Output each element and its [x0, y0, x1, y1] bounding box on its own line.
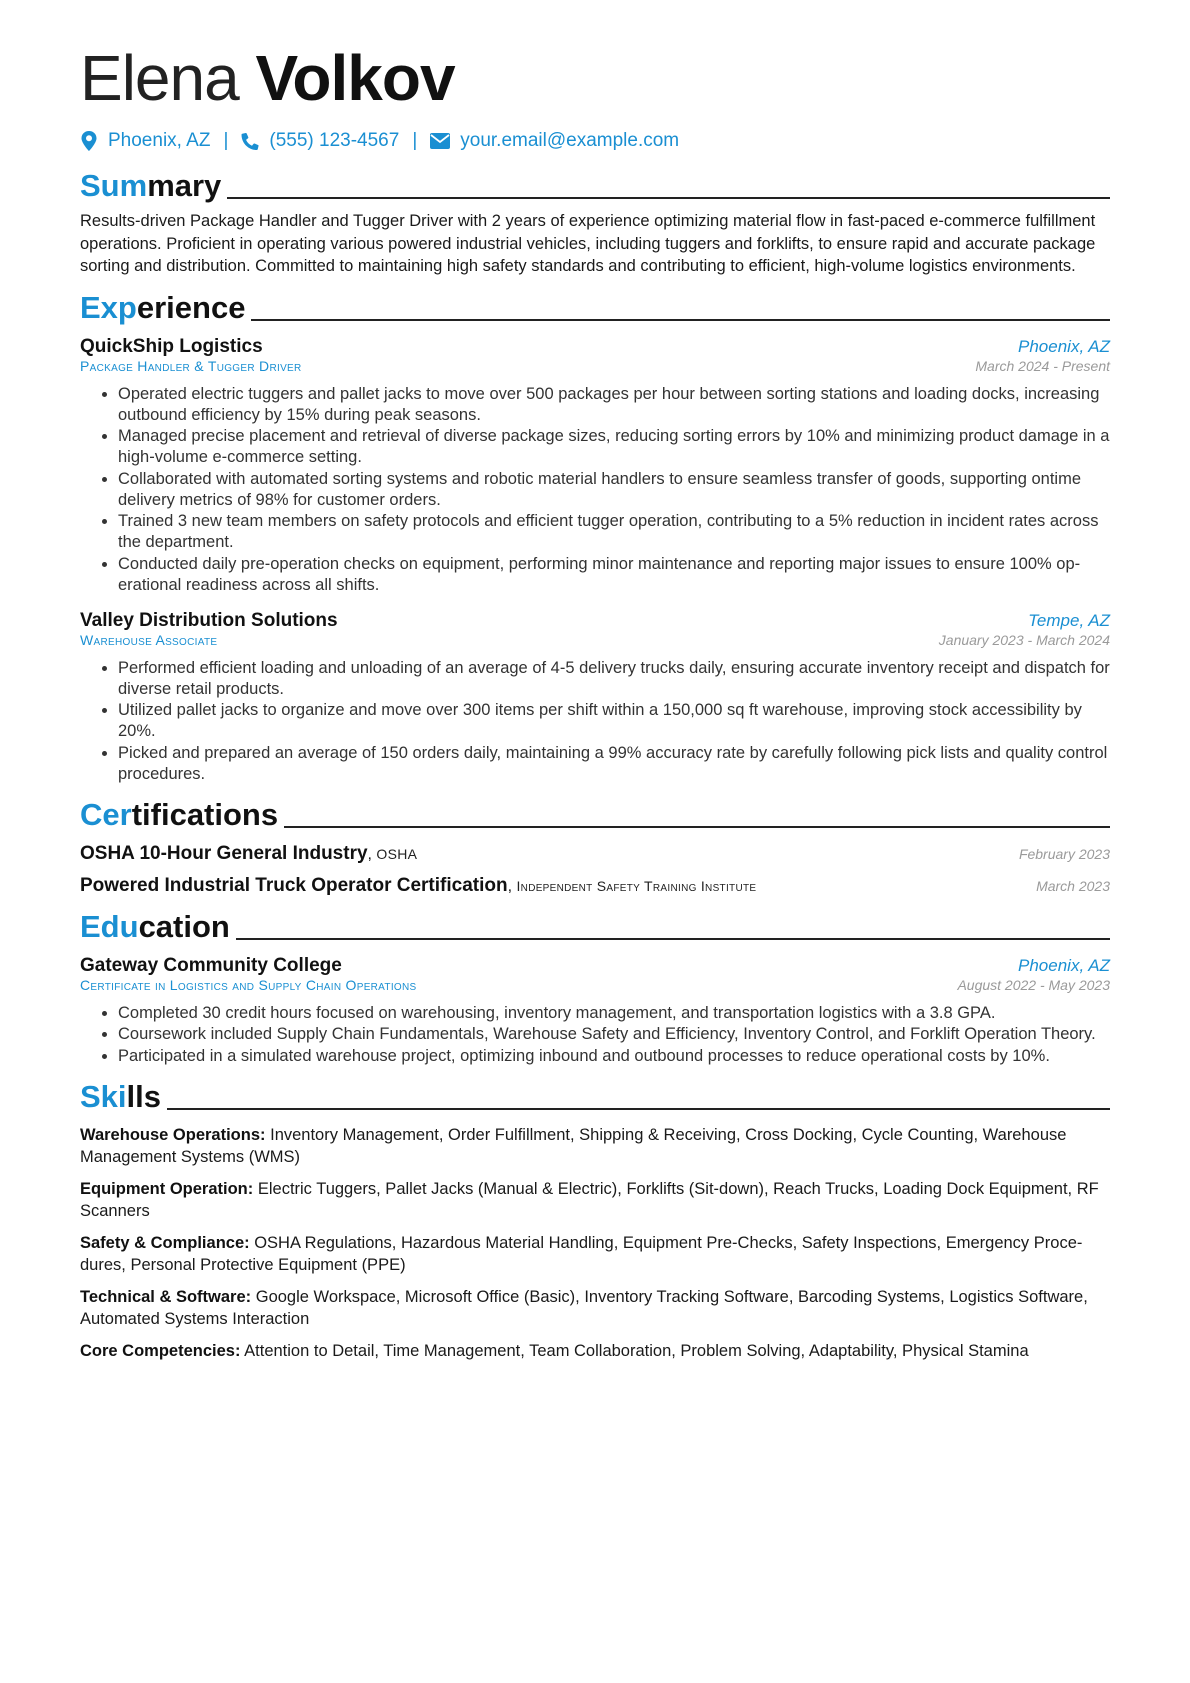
candidate-name [80, 0, 1110, 116]
certification-name: Powered Industrial Truck Operator Certification [80, 874, 508, 896]
section-title: Summary [80, 168, 222, 203]
email-text: your.email@example.com [460, 130, 680, 151]
education-bullets [80, 1003, 1110, 1067]
bullet-item: • Coursework included Supply Chain Fundamentals, Warehouse Safety and Efficiency, Inventory Control, and Forklift Operation Theory. [118, 1024, 1110, 1045]
section-rule [167, 1108, 1110, 1110]
bullet-item: • Operated electric tuggers and pallet jacks to move over 500 packages per hour between sorting stations and loading docks, increasing outbound efficiency by 15% during peak seasons. [118, 384, 1110, 426]
skills-heading [80, 1075, 1110, 1115]
phone-icon [241, 131, 259, 151]
skill-label: Equipment Operation: [80, 1179, 254, 1198]
education-entry [80, 955, 1110, 1067]
certifications-heading [80, 793, 1110, 833]
school-name: Gateway Community College [80, 954, 342, 976]
section-rule [236, 938, 1110, 940]
contact-separator: | [412, 130, 418, 151]
company-name: Valley Distribution Solutions [80, 609, 338, 631]
certification-issuer: Independent Safety Training Institute [516, 877, 757, 894]
section-title: Education [80, 908, 230, 944]
company-name: QuickShip Logistics [80, 335, 263, 357]
skill-label: Core Competencies: [80, 1341, 241, 1360]
certification-item: OSHA 10-Hour General Industry, OSHA February 2023 [80, 842, 1110, 864]
skill-list: Google Workspace, Microsoft Office (Basic), Inventory Tracking Software, Barcoding Systems, Logistics Software, Automated Systems Interaction [80, 1287, 1088, 1328]
skill-label: Warehouse Operations: [80, 1125, 266, 1144]
map-pin-icon [80, 131, 98, 151]
job-title: Warehouse Associate [80, 631, 218, 648]
skill-label: Technical & Software: [80, 1287, 252, 1306]
contact-separator: | [223, 130, 229, 151]
certification-date: March 2023 [1036, 877, 1110, 894]
job-entry [80, 336, 1110, 596]
skill-list: Inventory Management, Order Fulfillment, Shipping & Receiving, Cross Docking, Cycle Counting, Warehouse Management Systems (WMS) [80, 1125, 1067, 1166]
section-rule [284, 826, 1110, 828]
experience-heading [80, 286, 1110, 326]
skill-group [80, 1124, 1110, 1169]
bullet-item: • Conducted daily pre-operation checks on equipment, performing minor maintenance and reporting major issues to ensure 100% operational readiness across all shifts. [118, 554, 1110, 596]
bullet-item: • Trained 3 new team members on safety protocols and efficient tugger operation, contributing to a 5% reduction in incident rates across the department. [118, 511, 1110, 553]
job-entry [80, 610, 1110, 785]
bullet-item: • Completed 30 credit hours focused on warehousing, inventory management, and transportation logistics with a 3.8 GPA. [118, 1003, 1110, 1024]
section-rule [251, 319, 1110, 321]
last-name: Volkov [255, 42, 455, 114]
section-title: Experience [80, 289, 246, 325]
job-title: Package Handler & Tugger Driver [80, 357, 302, 374]
school-location: Phoenix, AZ [1018, 955, 1110, 975]
contact-location [80, 130, 210, 152]
certification-item: Powered Industrial Truck Operator Certification, Independent Safety Training Institute March 2023 [80, 874, 1110, 896]
contact-bar [80, 126, 1110, 156]
education-heading [80, 905, 1110, 945]
job-dates: March 2024 - Present [975, 357, 1110, 374]
bullet-item: • Participated in a simulated warehouse project, optimizing inbound and outbound processes to reduce operational costs by 10%. [118, 1046, 1110, 1067]
summary-text: Results-driven Package Handler and Tugger Driver with 2 years of experience optimizing material flow in fast-paced e-commerce fulfillment operations. Proficient in operating various powered industrial vehicles, including tuggers and forklifts, to ensure rapid and accurate package sorting and distribution. Committed to maintaining high safety standards and contributing to efficient, high-volume logistics environments. [80, 212, 1096, 275]
job-location: Tempe, AZ [1028, 610, 1110, 630]
skill-list: Electric Tuggers, Pallet Jacks (Manual & Electric), Forklifts (Sit-down), Reach Trucks, Loading Dock Equipment, RF Scanners [80, 1179, 1099, 1220]
job-bullets [80, 384, 1110, 596]
contact-email[interactable] [430, 130, 679, 152]
section-title: Skills [80, 1078, 161, 1114]
job-bullets [80, 658, 1110, 785]
certification-date: February 2023 [1018, 845, 1110, 862]
job-dates: January 2023 - March 2024 [938, 631, 1110, 648]
skill-label: Safety & Compliance: [80, 1233, 250, 1252]
job-location: Phoenix, AZ [1018, 336, 1110, 356]
first-name: Elena [80, 42, 239, 114]
skill-list: OSHA Regulations, Hazardous Material Handling, Equipment Pre-Checks, Safety Inspections, Emergency Procedures, Personal Protective Equipment (PPE) [80, 1233, 1083, 1274]
summary-heading [80, 164, 1110, 204]
bullet-item: • Performed efficient loading and unloading of an average of 4-5 delivery trucks daily, ensuring accurate inventory receipt and dispatch for diverse retail products. [118, 658, 1110, 700]
skill-list: Attention to Detail, Time Management, Team Collaboration, Problem Solving, Adaptability, Physical Stamina [244, 1341, 1029, 1360]
contact-phone[interactable] [241, 130, 399, 152]
envelope-icon [430, 133, 450, 149]
bullet-item: • Collaborated with automated sorting systems and robotic material handlers to ensure seamless transfer of goods, supporting ontime delivery metrics of 98% for customer orders. [118, 469, 1110, 511]
certification-name: OSHA 10-Hour General Industry [80, 842, 368, 864]
location-text: Phoenix, AZ [108, 130, 211, 151]
program-name: Certificate in Logistics and Supply Chain Operations [80, 976, 417, 993]
bullet-item: • Utilized pallet jacks to organize and move over 300 items per shift within a 150,000 sq ft warehouse, improving stock accessibility by 20%. [118, 700, 1110, 742]
section-title: Certifications [80, 796, 279, 832]
section-rule [227, 197, 1110, 199]
bullet-item: • Picked and prepared an average of 150 orders daily, maintaining a 99% accuracy rate by carefully following pick lists and quality control procedures. [118, 743, 1110, 785]
certification-issuer: OSHA [376, 845, 418, 862]
skill-group [80, 1286, 1110, 1331]
bullet-item: • Managed precise placement and retrieval of diverse package sizes, reducing sorting errors by 10% and minimizing product damage in a high-volume e-commerce setting. [118, 426, 1110, 468]
skill-group [80, 1232, 1110, 1277]
phone-text: (555) 123-4567 [269, 130, 400, 151]
skill-group [80, 1178, 1110, 1223]
skill-group [80, 1340, 1110, 1363]
education-dates: August 2022 - May 2023 [957, 976, 1110, 993]
